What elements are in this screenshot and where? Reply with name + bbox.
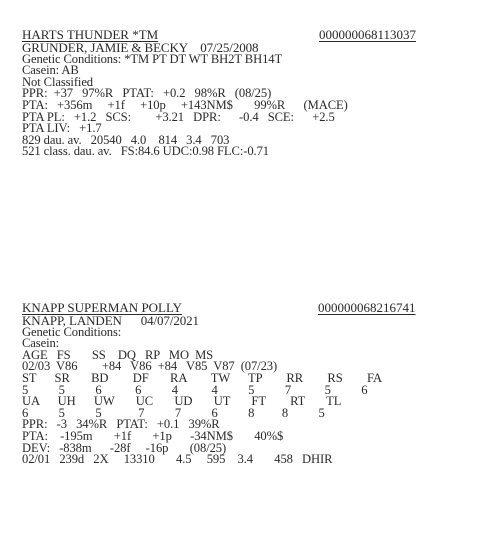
pta-line: PTA: +356m +1f +10p +143NM$ 99%R (MACE) <box>22 97 348 112</box>
trait-header-line-1: ST SR BD DF RA TW TP RR RS FA <box>22 370 382 385</box>
pta-liv-line: PTA LIV: +1.7 <box>22 121 102 136</box>
record-header <box>22 300 462 315</box>
ppr-line: PPR: +37 97%R PTAT: +0.2 98%R (08/25) <box>22 86 272 101</box>
record-knapp-superman-polly <box>22 300 462 466</box>
registration-number: 000000068216741 <box>318 300 416 315</box>
registration-number: 000000068113037 <box>319 27 417 42</box>
animal-name: KNAPP SUPERMAN POLLY <box>22 300 183 315</box>
owner-line: GRUNDER, JAMIE & BECKY 07/25/2008 <box>22 40 259 55</box>
casein-line: Casein: <box>22 336 60 351</box>
ppr-line: PPR: -3 34%R PTAT: +0.1 39%R <box>22 417 220 432</box>
record-harts-thunder <box>22 27 462 158</box>
classification-values-line: 02/03 V86 +84 V86 +84 V85 V87 (07/23) <box>22 359 278 374</box>
owner-line: KNAPP, LANDEN 04/07/2021 <box>22 313 199 328</box>
trait-values-line-1: 5 5 6 6 4 4 5 7 5 6 <box>22 382 368 397</box>
pta-line: PTA: -195m +1f +1p -34NM$ 40%$ <box>22 428 284 443</box>
lactation-record-line: 02/01 239d 2X 13310 4.5 595 3.4 458 DHIR <box>22 452 333 467</box>
trait-header-line-2: UA UH UW UC UD UT FT RT TL <box>22 394 342 409</box>
animal-name: HARTS THUNDER *TM <box>22 27 159 42</box>
classification-line: Not Classified <box>22 74 94 89</box>
classified-daughter-average-line: 521 class. dau. av. FS:84.6 UDC:0.98 FLC:-0.71 <box>22 144 269 159</box>
classification-header-line: AGE FS SS DQ RP MO MS <box>22 347 214 362</box>
record-header <box>22 27 462 42</box>
dev-line: DEV: -838m -28f -16p (08/25) <box>22 440 227 455</box>
genetic-conditions-line: Genetic Conditions: *TM PT DT WT BH2T BH14T <box>22 51 283 66</box>
daughter-average-line: 829 dau. av. 20540 4.0 814 3.4 703 <box>22 132 230 147</box>
casein-line: Casein: AB <box>22 63 79 78</box>
trait-values-line-2: 6 5 5 7 7 6 8 8 5 <box>22 405 325 420</box>
pta-pl-line: PTA PL: +1.2 SCS: +3.21 DPR: -0.4 SCE: +2.5 <box>22 109 335 124</box>
genetic-conditions-line: Genetic Conditions: <box>22 324 122 339</box>
